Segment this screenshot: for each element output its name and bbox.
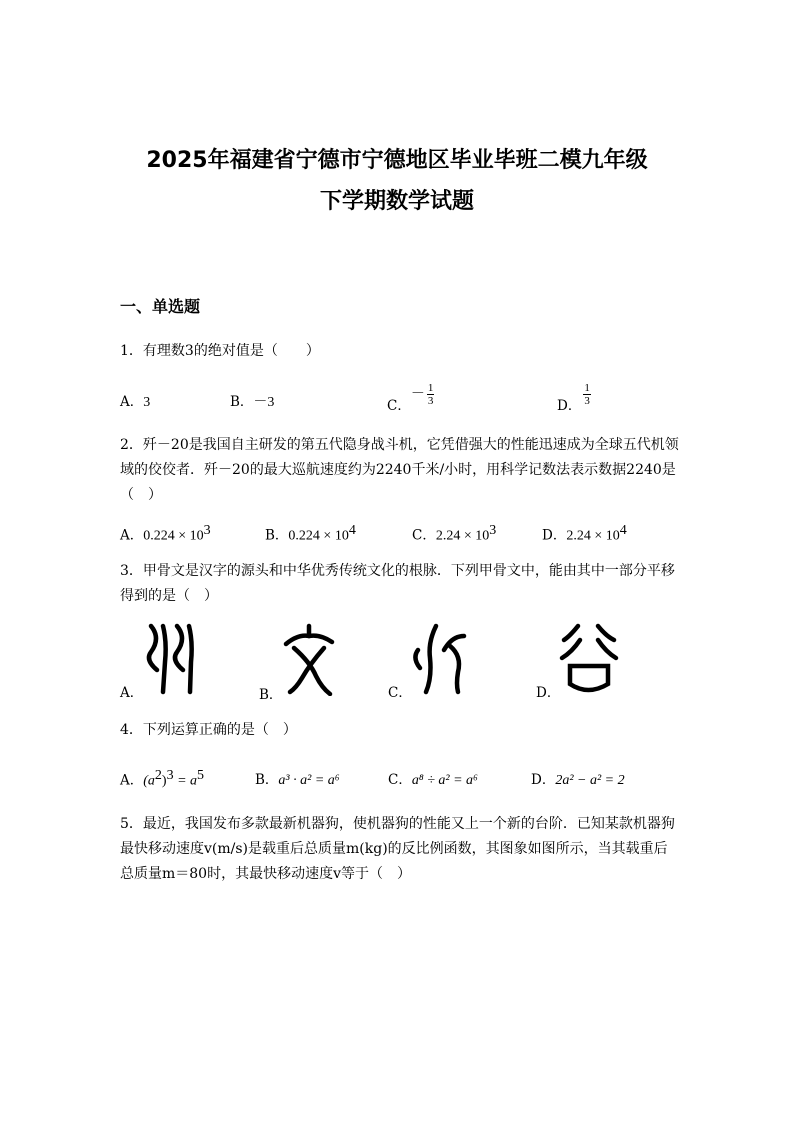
question-4-stem: 4．下列运算正确的是（ ） — [120, 722, 297, 738]
fraction: $\frac{1}{3}$ — [584, 382, 590, 407]
question-3-stem: 3．甲骨文是汉字的源头和中华优秀传统文化的根脉．下列甲骨文中，能由其中一部分平移得到的是（ ） — [120, 563, 675, 604]
q1-option-a[interactable]: A．3 — [120, 394, 151, 410]
page-title-line1: 2025年福建省宁德市宁德地区毕业毕班二模九年级 — [146, 148, 648, 173]
oracle-glyph-d-icon[interactable] — [558, 622, 620, 696]
q2-option-a[interactable]: A．$0.224 \times 10^3$ — [120, 523, 211, 544]
q2-option-b[interactable]: B．$0.224 \times 10^4$ — [265, 523, 356, 544]
q4-option-a[interactable]: A．$(a^2)^3 = a^5$ — [120, 768, 205, 789]
section-heading: 一、单选题 — [120, 297, 201, 316]
q3-option-b-label[interactable]: B． — [259, 687, 283, 703]
q4-option-d[interactable]: D．2a² − a² = 2 — [531, 772, 625, 788]
q2-option-d[interactable]: D．$2.24 \times 10^4$ — [542, 523, 627, 544]
q4-option-c[interactable]: C．a⁸ ÷ a² = a⁶ — [388, 772, 478, 788]
page-title-line2: 下学期数学试题 — [319, 189, 474, 214]
oracle-glyph-a-icon[interactable] — [143, 622, 199, 696]
q1-option-b[interactable]: B．－3 — [230, 394, 275, 410]
q3-option-c-label[interactable]: C． — [388, 685, 412, 701]
fraction: $\frac{1}{3}$ — [427, 382, 434, 407]
q1-option-d[interactable]: D． $\frac{1}{3}$ — [557, 382, 590, 414]
oracle-glyph-b-icon[interactable] — [280, 622, 338, 696]
question-2-stem: 2．歼－20是我国自主研发的第五代隐身战斗机，它凭借强大的性能迅速成为全球五代机领域的佼佼者．歼－20的最大巡航速度约为2240千米/小时，用科学记数法表示数据2240是（ ） — [120, 437, 679, 503]
oracle-glyph-c-icon[interactable] — [410, 622, 474, 696]
q3-option-a-label[interactable]: A． — [120, 685, 144, 701]
q3-option-d-label[interactable]: D． — [536, 685, 561, 701]
q2-option-c[interactable]: C．$2.24 \times 10^3$ — [412, 523, 497, 544]
question-5-stem: 5．最近，我国发布多款最新机器狗，使机器狗的性能又上一个新的台阶．已知某款机器狗最快移动速度v(m/s)是载重后总质量m(kg)的反比例函数，其图象如图所示，当其载重后总质量m＝80时，其最快移动速度v等于（ ） — [120, 816, 675, 882]
question-1-stem: 1．有理数3的绝对值是（ ） — [120, 343, 320, 359]
q1-option-c[interactable]: C．－ $\frac{1}{3}$ — [387, 382, 434, 414]
q4-option-b[interactable]: B．a³ · a² = a⁶ — [255, 772, 340, 788]
